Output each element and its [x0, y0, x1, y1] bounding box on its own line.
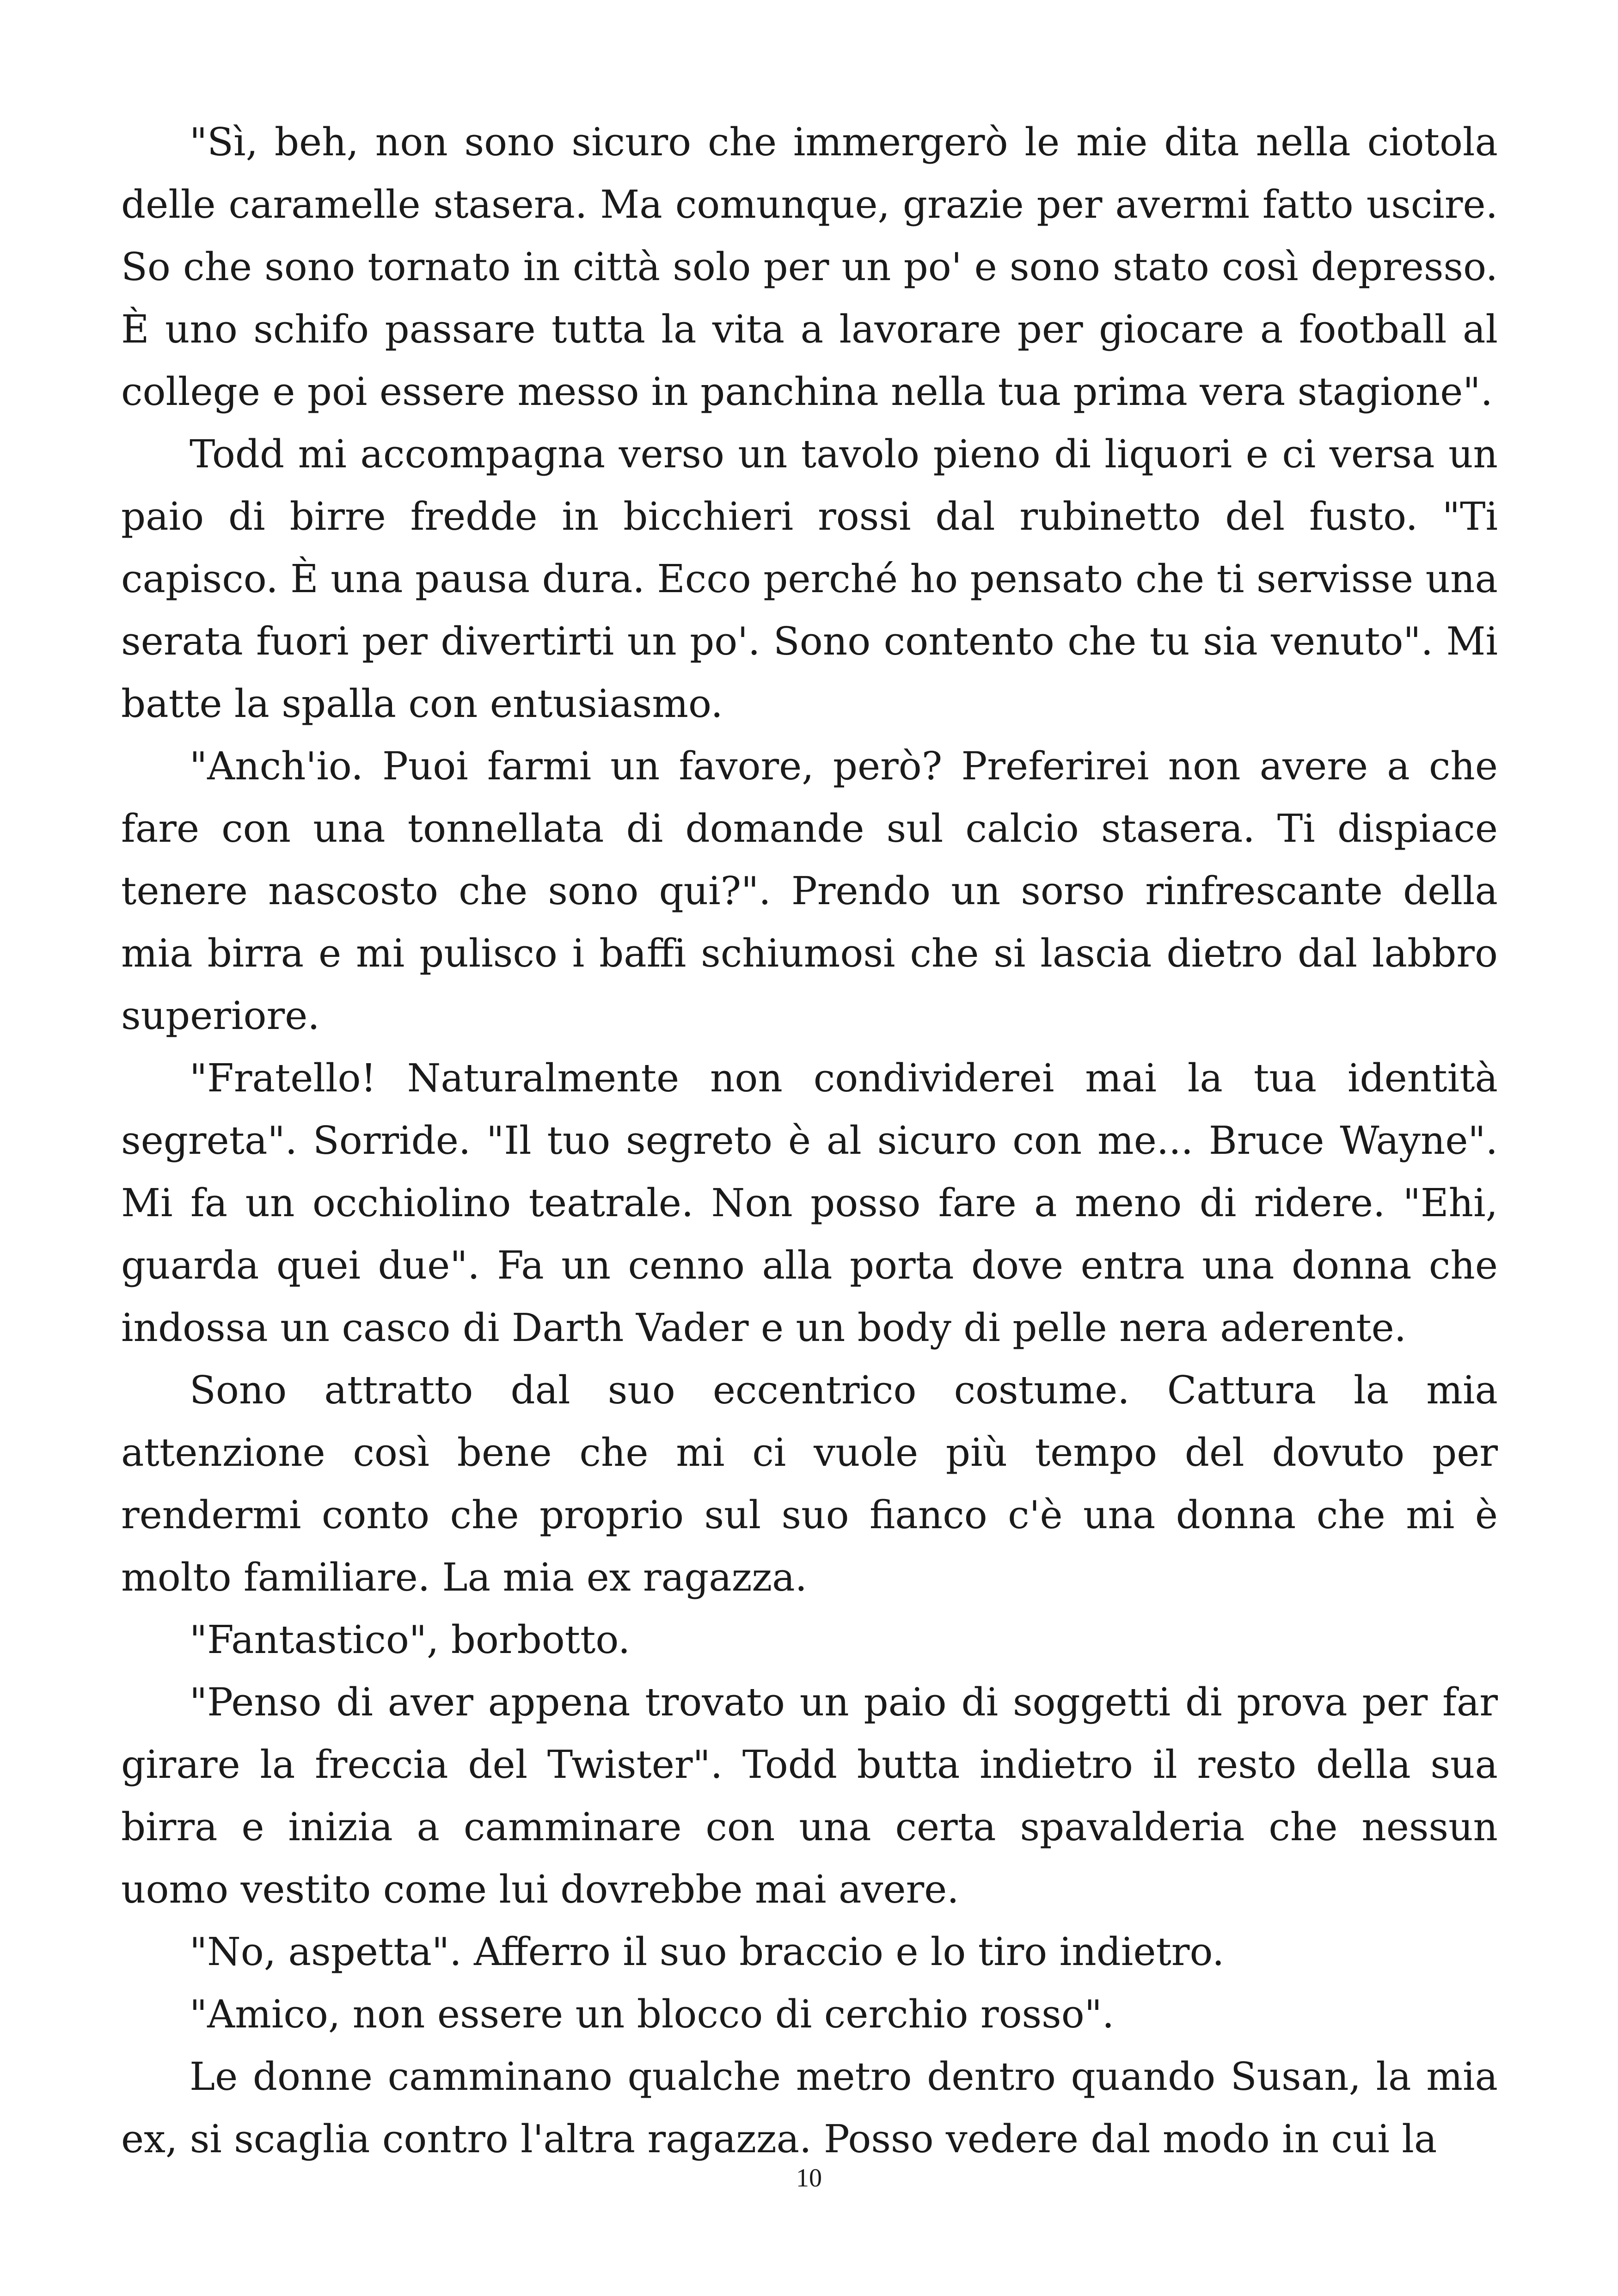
paragraph: "No, aspetta". Afferro il suo braccio e lo tiro indietro.	[190, 1929, 1225, 1974]
paragraph: Le donne camminano qualche metro dentro quando Susan, la mia ex, si scaglia contro l'altra ragazza. Posso vedere dal modo in cui la	[121, 2054, 1498, 2161]
body-text	[121, 111, 1498, 2170]
paragraph: Todd mi accompagna verso un tavolo pieno di liquori e ci versa un paio di birre fredde in bicchieri rossi dal rubinetto del fusto. "Ti capisco. È una pausa dura. Ecco perché ho pensato che ti servisse una serata fuori per divertirti un po'. Sono contento che tu sia venuto". Mi batte la spalla con entusiasmo.	[121, 432, 1498, 726]
paragraph: Sono attratto dal suo eccentrico costume. Cattura la mia attenzione così bene che mi ci vuole più tempo del dovuto per rendermi conto che proprio sul suo fianco c'è una donna che mi è molto familiare. La mia ex ragazza.	[121, 1368, 1498, 1600]
paragraph: "Penso di aver appena trovato un paio di soggetti di prova per far girare la freccia del Twister". Todd butta indietro il resto della sua birra e inizia a camminare con una certa spavalderia che nessun uomo vestito come lui dovrebbe mai avere.	[121, 1680, 1498, 1912]
paragraph: "Anch'io. Puoi farmi un favore, però? Preferirei non avere a che fare con una tonnellata di domande sul calcio stasera. Ti dispiace tenere nascosto che sono qui?". Prendo un sorso rinfrescante della mia birra e mi pulisco i baffi schiumosi che si lascia dietro dal labbro superiore.	[121, 744, 1498, 1038]
paragraph: "Amico, non essere un blocco di cerchio rosso".	[190, 1992, 1115, 2037]
paragraph: "Fratello! Naturalmente non condividerei mai la tua identità segreta". Sorride. "Il tuo segreto è al sicuro con me... Bruce Wayne". Mi fa un occhiolino teatrale. Non posso fare a meno di ridere. "Ehi, guarda quei due". Fa un cenno alla porta dove entra una donna che indossa un casco di Darth Vader e un body di pelle nera aderente.	[121, 1056, 1498, 1350]
paragraph: "Fantastico", borbotto.	[190, 1617, 631, 1662]
page-number: 10	[796, 2164, 822, 2192]
paragraph: "Sì, beh, non sono sicuro che immergerò le mie dita nella ciotola delle caramelle stasera. Ma comunque, grazie per avermi fatto uscire. So che sono tornato in città solo per un po' e sono stato così depresso. È uno schifo passare tutta la vita a lavorare per giocare a football al college e poi essere messo in panchina nella tua prima vera stagione".	[121, 120, 1498, 414]
